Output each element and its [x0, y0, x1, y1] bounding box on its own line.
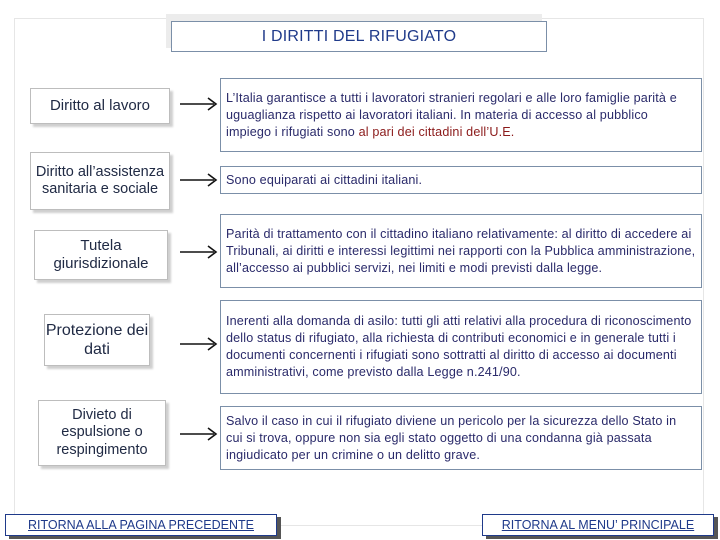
right-description-assistenza — [220, 166, 702, 194]
arrow-right-icon — [178, 96, 224, 112]
right-description-protezione — [220, 300, 702, 394]
page-title: I DIRITTI DEL RIFUGIATO — [171, 21, 547, 52]
description-text: Salvo il caso in cui il rifugiato diviene un pericolo per la sicurezza dello Stato in cui si trova, oppure non sia egli stato oggetto di una condanna già passata ingiudicato per un crimine o un delitto grave. — [226, 413, 677, 462]
right-label-divieto — [38, 400, 166, 466]
description-text: Inerenti alla domanda di asilo: tutti gli atti relativi alla procedura di riconoscimento dello status di rifugiato, alla richiesta di contributi economici e in generale tutti i documenti concernenti i rifugiati sono sottratti al diritto di accesso ai documenti amministrativi, come previsto dalla Legge n.241/90. — [226, 314, 692, 379]
description-text: Sono equiparati ai cittadini italiani. — [226, 172, 423, 187]
right-label-lavoro — [30, 88, 170, 124]
right-label-text: Divieto di espulsione o respingimento — [56, 406, 148, 458]
right-description-divieto — [220, 406, 702, 470]
right-label-tutela — [34, 230, 168, 280]
description-highlight: al pari dei cittadini dell’U.E. — [358, 124, 515, 139]
description-text: L’Italia garantisce a tutti i lavoratori stranieri regolari e alle loro famiglie parità e uguaglianza rispetto ai lavoratori italiani. In materia di accesso al pubblico impiego i rifugiati sono — [226, 90, 677, 139]
right-label-protezione — [44, 314, 150, 366]
description-text: Parità di trattamento con il cittadino italiano relativamente: al diritto di accedere ai Tribunali, ai diritti e interessi legittimi nei rapporti con la Pubblica amministrazione, all’accesso ai pubblici servizi, nei limiti e modi previsti dalla legge. — [226, 226, 696, 275]
right-description-lavoro — [220, 78, 702, 152]
arrow-right-icon — [178, 336, 224, 352]
arrow-right-icon — [178, 244, 224, 260]
right-description-tutela — [220, 214, 702, 288]
right-label-text: Diritto al lavoro — [49, 97, 151, 114]
arrow-right-icon — [178, 172, 224, 188]
back-to-previous-page-link[interactable]: RITORNA ALLA PAGINA PRECEDENTE — [5, 514, 277, 536]
right-label-assistenza — [30, 152, 170, 210]
right-label-text: Protezione dei dati — [45, 321, 149, 358]
back-to-main-menu-link[interactable]: RITORNA AL MENU’ PRINCIPALE — [482, 514, 714, 536]
right-label-text: Tutela giurisdizionale — [53, 237, 149, 272]
right-label-text: Diritto all’assistenza sanitaria e sociale — [35, 163, 165, 197]
arrow-right-icon — [178, 426, 224, 442]
